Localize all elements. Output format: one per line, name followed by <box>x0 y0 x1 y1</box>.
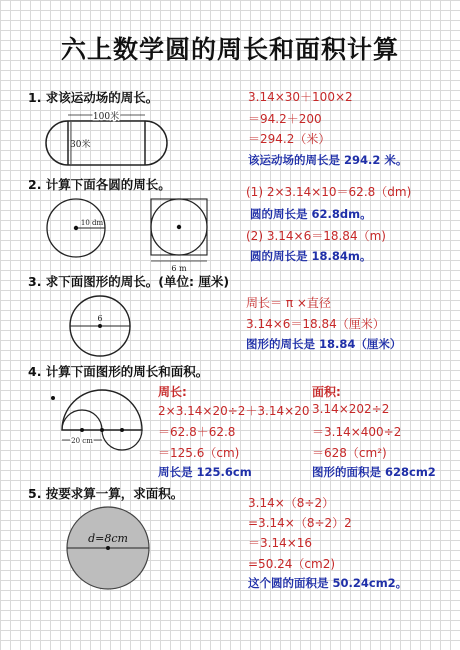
track-height-label: 30米 <box>70 140 91 150</box>
q3-formula: 周长＝ π ×直径 <box>246 296 331 310</box>
q1-answer: 该运动场的周长是 294.2 米。 <box>248 153 408 167</box>
circle-figure-2 <box>148 196 218 276</box>
q4-area-heading: 面积: <box>312 385 341 399</box>
q5-work-line-1: 3.14×（8÷2） <box>248 496 335 510</box>
q2-answer-1: 圆的周长是 62.8dm。 <box>250 207 372 221</box>
q4-perimeter-heading: 周长: <box>158 385 187 399</box>
q5-work-line-3: ＝3.14×16 <box>248 536 313 550</box>
question-5-label: 5. 按要求算一算，求面积。 <box>28 486 184 501</box>
q1-work-line-2: ＝94.2＋200 <box>248 112 322 126</box>
q4-perimeter-line-3: ＝125.6（cm) <box>158 446 240 460</box>
diameter-circle-figure <box>68 294 138 364</box>
circle-figure-1 <box>44 196 124 266</box>
q2-work-line-1: (1) 2×3.14×10＝62.8（dm) <box>246 185 412 199</box>
q5-answer: 这个圆的面积是 50.24cm2。 <box>248 576 408 590</box>
question-3-label: 3. 求下面图形的周长。(单位: 厘米) <box>28 274 230 289</box>
q2-work-line-2: (2) 3.14×6＝18.84（m) <box>246 229 386 243</box>
track-width-label: 100米 <box>92 112 120 122</box>
q4-perimeter-line-1: 2×3.14×20÷2＋3.14×20 <box>158 404 310 418</box>
track-figure <box>40 108 180 170</box>
q2-answer-2: 圆的周长是 18.84m。 <box>250 249 372 263</box>
semicircle-radius-label: 20 cm <box>71 437 93 445</box>
semicircle-figure <box>48 390 168 452</box>
question-4-label: 4. 计算下面图形的周长和面积。 <box>28 364 209 379</box>
q1-work-line-1: 3.14×30＋100×2 <box>248 90 353 104</box>
page-title: 六上数学圆的周长和面积计算 <box>60 35 399 64</box>
q5-work-line-2: =3.14×（8÷2）2 <box>248 516 352 530</box>
q4-area-answer: 图形的面积是 628cm2 <box>312 465 436 479</box>
q1-work-line-3: ＝294.2（米） <box>248 132 331 146</box>
q4-area-line-3: ＝628（cm²) <box>312 446 387 460</box>
q5-work-line-4: =50.24（cm2) <box>248 557 336 571</box>
q4-area-line-2: ＝3.14×400÷2 <box>312 425 402 439</box>
disk-diameter-label: d=8cm <box>88 532 128 545</box>
diameter-label: 6 <box>97 314 103 323</box>
circle-2-side-label: 6 m <box>171 264 187 273</box>
circle-1-radius-label: 10 dm <box>80 219 104 227</box>
q3-work-line: 3.14×6＝18.84（厘米） <box>246 317 385 331</box>
q4-perimeter-line-2: ＝62.8＋62.8 <box>158 425 236 439</box>
question-2-label: 2. 计算下面各圆的周长。 <box>28 177 171 192</box>
q3-answer: 图形的周长是 18.84（厘米） <box>246 337 402 351</box>
grey-disk-figure <box>62 505 162 595</box>
q4-perimeter-answer: 周长是 125.6cm <box>158 465 252 479</box>
q4-area-line-1: 3.14×202÷2 <box>312 402 390 416</box>
question-1-label: 1. 求该运动场的周长。 <box>28 90 159 105</box>
